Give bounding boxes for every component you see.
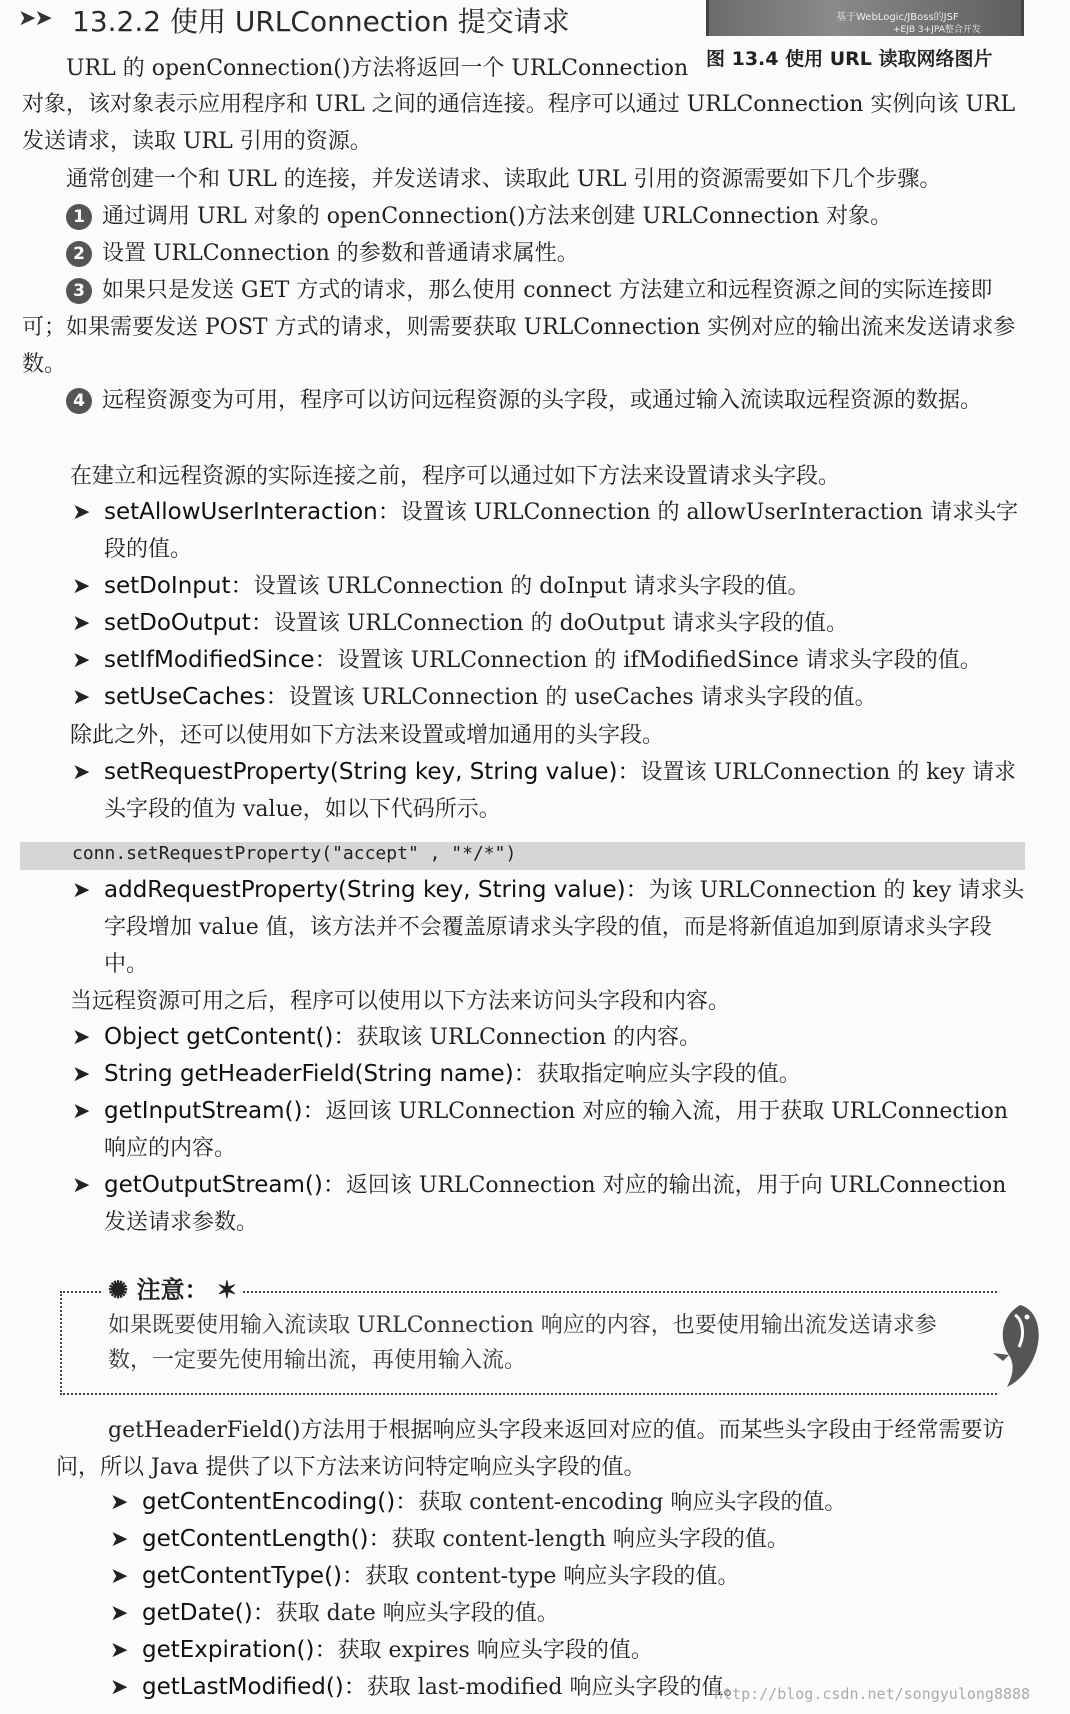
method-name: getDate()： [142,1600,276,1626]
method-desc: 设置该 URLConnection 的 doOutput 请求头字段的值。 [273,611,849,636]
bullet-arrow-icon: ➤ [72,685,91,710]
access-intro: 当远程资源可用之后，程序可以使用以下方法来访问头字段和内容。 [70,989,731,1014]
list-item [110,1632,1030,1669]
list-item [110,1521,1030,1558]
dolphin-icon [985,1295,1055,1401]
bullet-arrow-icon: ➤ [110,1527,129,1552]
method-name: getExpiration()： [142,1637,338,1663]
section-title: 13.2.2 使用 URLConnection 提交请求 [72,5,570,38]
method-desc: 返回该 URLConnection 对应的输入流，用于获取 URLConnection 响应的内容。 [104,1099,1009,1161]
method-desc: 获取 content-type 响应头字段的值。 [365,1564,740,1589]
bullet-arrow-icon: ➤ [72,1062,91,1087]
method-desc: 设置该 URLConnection 的 key 请求头字段的值为 value，如以下代码所示。 [104,760,1016,822]
note-label-text: 注意： [136,1275,209,1304]
list-item [72,494,1030,568]
step-3 [22,272,1032,383]
bullet-arrow-icon: ➤ [72,648,91,673]
method-name: getContentType()： [142,1563,366,1589]
bullet-arrow-icon: ➤ [110,1490,129,1515]
method-name: Object getContent()： [104,1024,357,1050]
list-item [72,642,1030,679]
code-line: conn.setRequestProperty("accept" , "*/*") [72,843,517,864]
method-name: String getHeaderField(String name)： [104,1061,537,1087]
steps-intro: 通常创建一个和 URL 的连接，并发送请求、读取此 URL 引用的资源需要如下几个步骤。 [66,167,942,192]
step-2 [66,235,1036,272]
step-2-text: 设置 URLConnection 的参数和普通请求属性。 [102,241,579,266]
note-text: 如果既要使用输入流读取 URLConnection 响应的内容，也要使用输出流发送请求参数，一定要先使用输出流，再使用输入流。 [108,1313,937,1373]
method-desc: 获取该 URLConnection 的内容。 [356,1025,702,1050]
extra-intro: 除此之外，还可以使用如下方法来设置或增加通用的头字段。 [70,723,665,748]
method-name: getContentEncoding()： [142,1489,419,1515]
bullet-arrow-icon: ➤ [72,1173,91,1198]
bullet-arrow-icon: ➤ [110,1675,129,1700]
method-desc: 设置该 URLConnection 的 doInput 请求头字段的值。 [253,574,810,599]
bullet-arrow-icon: ➤ [72,760,91,785]
bullet-arrow-icon: ➤ [72,500,91,525]
list-item [72,1019,1030,1056]
list-item [72,679,1030,716]
bullet-arrow-icon: ➤ [110,1638,129,1663]
method-name: getContentLength()： [142,1526,392,1552]
method-desc: 设置该 URLConnection 的 allowUserInteraction 请求头字段的值。 [104,500,1019,562]
bullet-arrow-icon: ➤ [72,1025,91,1050]
list-item [72,605,1030,642]
watermark: http://blog.csdn.net/songyulong8888 [714,1685,1031,1703]
method-name: setRequestProperty(String key, String value)： [104,759,641,785]
step-1 [66,198,1036,235]
step-1-text: 通过调用 URL 对象的 openConnection()方法来创建 URLConnection 对象。 [102,204,893,229]
intro-paragraph: 对象，该对象表示应用程序和 URL 之间的通信连接。程序可以通过 URLConnection 实例向该 URL 发送请求，读取 URL 引用的资源。 [22,92,1016,154]
bullet-arrow-icon: ➤ [72,878,91,903]
step-4-text: 远程资源变为可用，程序可以访问远程资源的头字段，或通过输入流读取远程资源的数据。 [102,388,983,413]
list-item [72,872,1030,983]
list-item [110,1484,1030,1521]
star-icon: ✶ [208,1275,237,1304]
book-cover-text-2: +EJB 3+JPA整合开发 [893,25,981,35]
method-name: setDoInput： [104,573,254,599]
method-desc: 获取 content-encoding 响应头字段的值。 [418,1490,847,1515]
figure-caption: 图 13.4 使用 URL 读取网络图片 [706,48,993,70]
method-desc: 获取 last-modified 响应头字段的值。 [366,1675,746,1700]
method-name: getLastModified()： [142,1674,367,1700]
section-arrows: ➤➤ [18,6,51,31]
method-name: addRequestProperty(String key, String value)： [104,877,649,903]
list-item [72,1056,1030,1093]
method-desc: 获取 date 响应头字段的值。 [275,1601,559,1626]
list-item [110,1595,1030,1632]
step-number-3: 3 [66,278,92,304]
header-intro: getHeaderField()方法用于根据响应头字段来返回对应的值。而某些头字段由于经常需要访问，所以 Java 提供了以下方法来访问特定响应头字段的值。 [56,1418,1005,1480]
method-desc: 获取 content-length 响应头字段的值。 [391,1527,789,1552]
list-item [72,754,1030,828]
step-3-text: 如果只是发送 GET 方式的请求，那么使用 connect 方法建立和远程资源之间的实际连接即可；如果需要发送 POST 方式的请求，则需要获取 URLConnection 实例对应的输出流来发送请求参数。 [22,278,1016,377]
step-number-4: 4 [66,388,92,414]
book-cover-text-1: 基于WebLogic/JBoss的JSF [836,12,959,23]
intro-line-1: URL 的 openConnection()方法将返回一个 URLConnection [66,56,689,81]
method-name: setDoOutput： [104,610,274,636]
method-name: setAllowUserInteraction： [104,499,401,525]
list-item [72,1093,1030,1167]
method-desc: 为该 URLConnection 的 key 请求头字段增加 value 值，该方法并不会覆盖原请求头字段的值，而是将新值追加到原请求头字段中。 [104,878,1025,977]
list-item [110,1558,1030,1595]
method-desc: 返回该 URLConnection 对应的输出流，用于向 URLConnection 发送请求参数。 [104,1173,1007,1235]
step-number-2: 2 [66,241,92,267]
step-4 [22,382,1032,419]
list-item [72,568,1030,605]
method-desc: 获取 expires 响应头字段的值。 [337,1638,653,1663]
method-desc: 设置该 URLConnection 的 ifModifiedSince 请求头字段的值。 [337,648,982,673]
bullet-arrow-icon: ➤ [72,574,91,599]
method-name: setIfModifiedSince： [104,647,338,673]
bullet-arrow-icon: ➤ [110,1564,129,1589]
method-name: getOutputStream()： [104,1172,346,1198]
note-label [102,1270,243,1305]
method-name: setUseCaches： [104,684,289,710]
sparkle-icon: ✺ [108,1275,137,1304]
bullet-arrow-icon: ➤ [72,611,91,636]
method-name: getInputStream()： [104,1098,326,1124]
bullet-arrow-icon: ➤ [72,1099,91,1124]
bullet-arrow-icon: ➤ [110,1601,129,1626]
setters-intro: 在建立和远程资源的实际连接之前，程序可以通过如下方法来设置请求头字段。 [70,464,841,489]
method-desc: 设置该 URLConnection 的 useCaches 请求头字段的值。 [288,685,877,710]
method-desc: 获取指定响应头字段的值。 [536,1062,801,1087]
list-item [72,1167,1030,1241]
step-number-1: 1 [66,204,92,230]
